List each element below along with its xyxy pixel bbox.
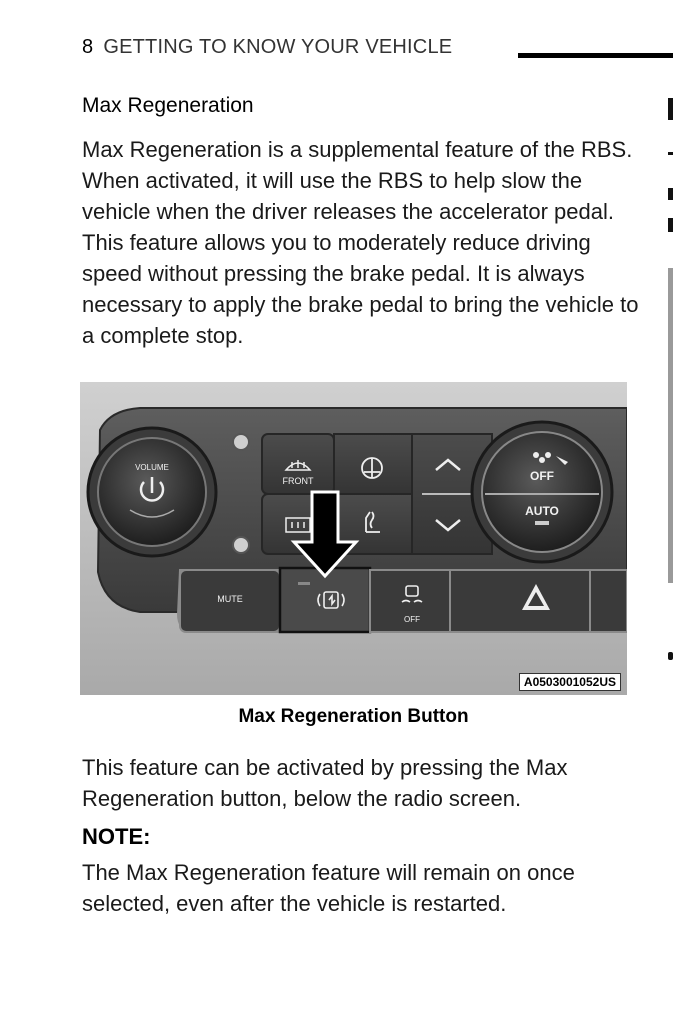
- header-rule: [518, 53, 673, 58]
- note-text: The Max Regeneration feature will remain on once selected, even after the vehicle is restarted.: [82, 860, 575, 916]
- page-header: [82, 36, 452, 59]
- intro-paragraph: Max Regeneration is a supplemental feature of the RBS. When activated, it will use the RBS to help slow the vehicle when the driver releases the accelerator pedal. This feature allows you to moderately reduce driving speed without pressing the brake pedal. It is always necessary to apply the brake pedal to bring the vehicle to a complete stop.: [82, 137, 639, 348]
- activation-paragraph: This feature can be activated by pressing the Max Regeneration button, below the radio screen.: [82, 755, 568, 811]
- traction-off-label: OFF: [404, 615, 420, 624]
- auto-label: AUTO: [525, 504, 559, 518]
- page-number: 8: [82, 36, 94, 58]
- right-column-edge-mark: [668, 188, 673, 200]
- figure-caption: Max Regeneration Button: [238, 706, 469, 727]
- mute-label: MUTE: [217, 594, 243, 604]
- right-column-edge-box: [668, 268, 673, 583]
- right-column-edge-mark: [668, 152, 673, 155]
- control-panel-illustration: [80, 382, 627, 695]
- right-column-edge-mark: [668, 98, 673, 120]
- section-heading: Max Regeneration: [82, 94, 254, 117]
- max-regeneration-figure: [80, 382, 627, 695]
- figure-id: A0503001052US: [519, 673, 621, 691]
- fan-off-label: OFF: [530, 469, 554, 483]
- right-column-edge-mark: [668, 218, 673, 232]
- auto-indicator: [535, 521, 549, 525]
- volume-label: VOLUME: [135, 463, 169, 472]
- section-title: GETTING TO KNOW YOUR VEHICLE: [103, 36, 453, 58]
- front-label: FRONT: [282, 476, 314, 486]
- right-column-bullet: [668, 652, 673, 660]
- note-heading: NOTE:: [82, 824, 151, 849]
